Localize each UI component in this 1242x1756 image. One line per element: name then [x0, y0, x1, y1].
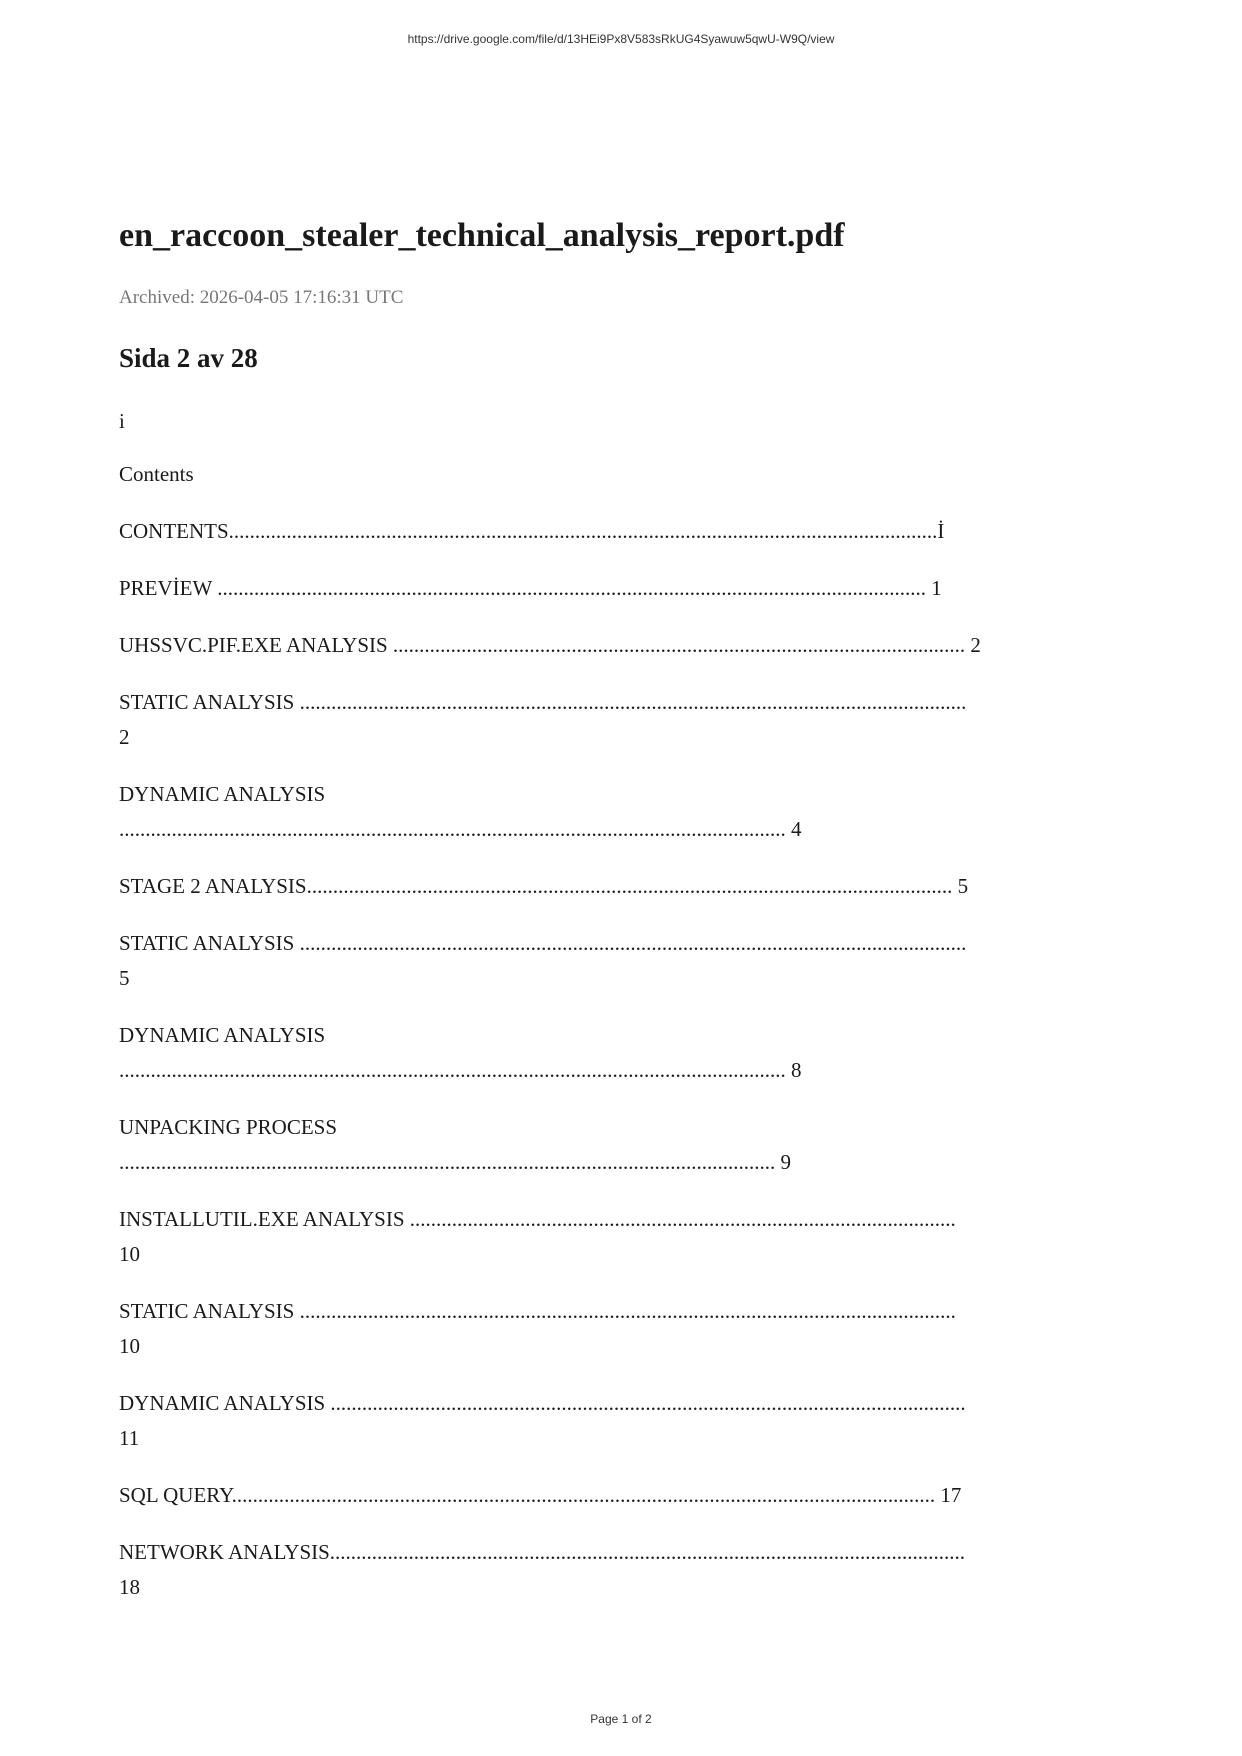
toc-entry-static-analysis-1: STATIC ANALYSIS ............................................................................................................................... 2 [119, 690, 967, 749]
roman-page-number: i [119, 409, 125, 433]
toc-entry-static-analysis-2: STATIC ANALYSIS ............................................................................................................................... 5 [119, 931, 967, 990]
toc-entry-network-analysis: NETWORK ANALYSIS......................................................................................................................... 18 [119, 1540, 966, 1599]
page-footer: Page 1 of 2 [590, 1712, 652, 1726]
toc-entry-dynamic-analysis-2: DYNAMIC ANALYSIS ............................................................................................................................... 8 [119, 1023, 802, 1082]
page-heading: Sida 2 av 28 [119, 343, 258, 373]
toc-entry-installutil-analysis: INSTALLUTIL.EXE ANALYSIS ........................................................................................................ 10 [119, 1207, 956, 1266]
contents-label: Contents [119, 462, 194, 486]
page-url-header: https://drive.google.com/file/d/13HEi9Px8V583sRkUG4Syawuw5qwU-W9Q/view [407, 32, 835, 46]
toc-entry-stage2-analysis: STAGE 2 ANALYSIS........................................................................................................................... 5 [119, 874, 969, 898]
toc-entry-dynamic-analysis-1: DYNAMIC ANALYSIS ............................................................................................................................... 4 [119, 782, 802, 841]
toc-entry-static-analysis-3: STATIC ANALYSIS ............................................................................................................................. 10 [119, 1299, 956, 1358]
toc-entry-contents: CONTENTS.......................................................................................................................................İ [119, 519, 945, 543]
document-title: en_raccoon_stealer_technical_analysis_report.pdf [119, 217, 845, 254]
archived-timestamp: Archived: 2026-04-05 17:16:31 UTC [119, 287, 404, 308]
toc-entry-unpacking-process: UNPACKING PROCESS ............................................................................................................................. 9 [119, 1115, 791, 1174]
toc-entry-preview: PREVİEW ....................................................................................................................................... 1 [119, 576, 942, 600]
toc-entry-dynamic-analysis-3: DYNAMIC ANALYSIS ......................................................................................................................... 11 [119, 1391, 966, 1450]
toc-entry-sql-query: SQL QUERY...................................................................................................................................... 17 [119, 1483, 962, 1507]
toc-entry-uhssvc-analysis: UHSSVC.PIF.EXE ANALYSIS ............................................................................................................. 2 [119, 633, 981, 657]
